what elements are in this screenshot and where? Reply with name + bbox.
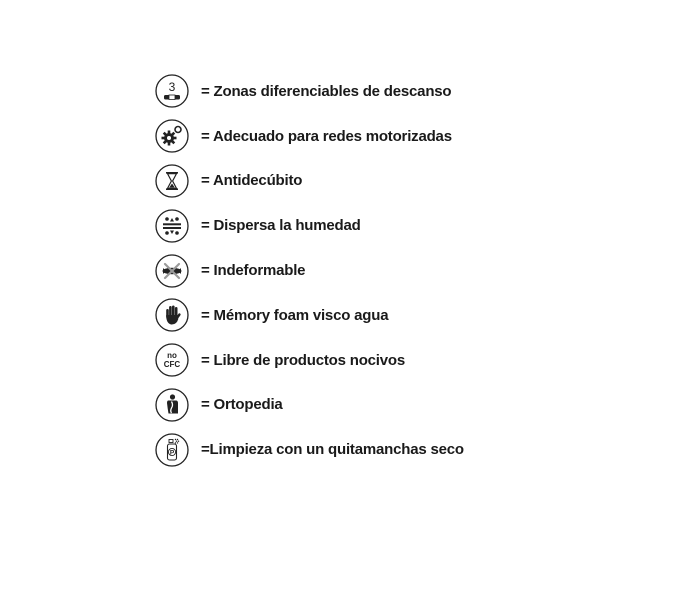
- non-deformable-icon: [155, 254, 189, 288]
- motorized-gears-icon: [155, 119, 189, 153]
- legend-label: =Limpieza con un quitamanchas seco: [201, 441, 464, 459]
- no-cfc-top: no: [167, 351, 177, 361]
- legend-item: [155, 338, 575, 383]
- dry-cleaning-spray-icon: [155, 433, 189, 467]
- legend: [155, 69, 575, 472]
- legend-item: [155, 427, 575, 472]
- legend-label: = Dispersa la humedad: [201, 217, 361, 235]
- legend-label: = Mémory foam visco agua: [201, 306, 389, 324]
- legend-item: [155, 293, 575, 338]
- legend-item: [155, 203, 575, 248]
- orthopedic-back-icon: [155, 388, 189, 422]
- legend-label: = Ortopedia: [201, 396, 283, 414]
- hand-print-icon: [155, 298, 189, 332]
- three-zones-icon: [155, 74, 189, 108]
- legend-item: [155, 159, 575, 204]
- humidity-dispersion-icon: [155, 209, 189, 243]
- legend-label: = Libre de productos nocivos: [201, 351, 406, 369]
- no-cfc-icon: [155, 343, 189, 377]
- legend-label: = Adecuado para redes motorizadas: [201, 127, 452, 145]
- legend-label: = Zonas diferenciables de descanso: [201, 82, 452, 100]
- legend-item: [155, 248, 575, 293]
- legend-item: [155, 114, 575, 159]
- legend-item: [155, 69, 575, 114]
- legend-label: = Indeformable: [201, 262, 306, 280]
- spray-letter: P: [169, 449, 175, 457]
- three-zones-number: 3: [168, 80, 176, 95]
- legend-label: = Antidecúbito: [201, 172, 303, 190]
- legend-item: [155, 383, 575, 428]
- no-cfc-bottom: CFC: [163, 360, 181, 370]
- hourglass-icon: [155, 164, 189, 198]
